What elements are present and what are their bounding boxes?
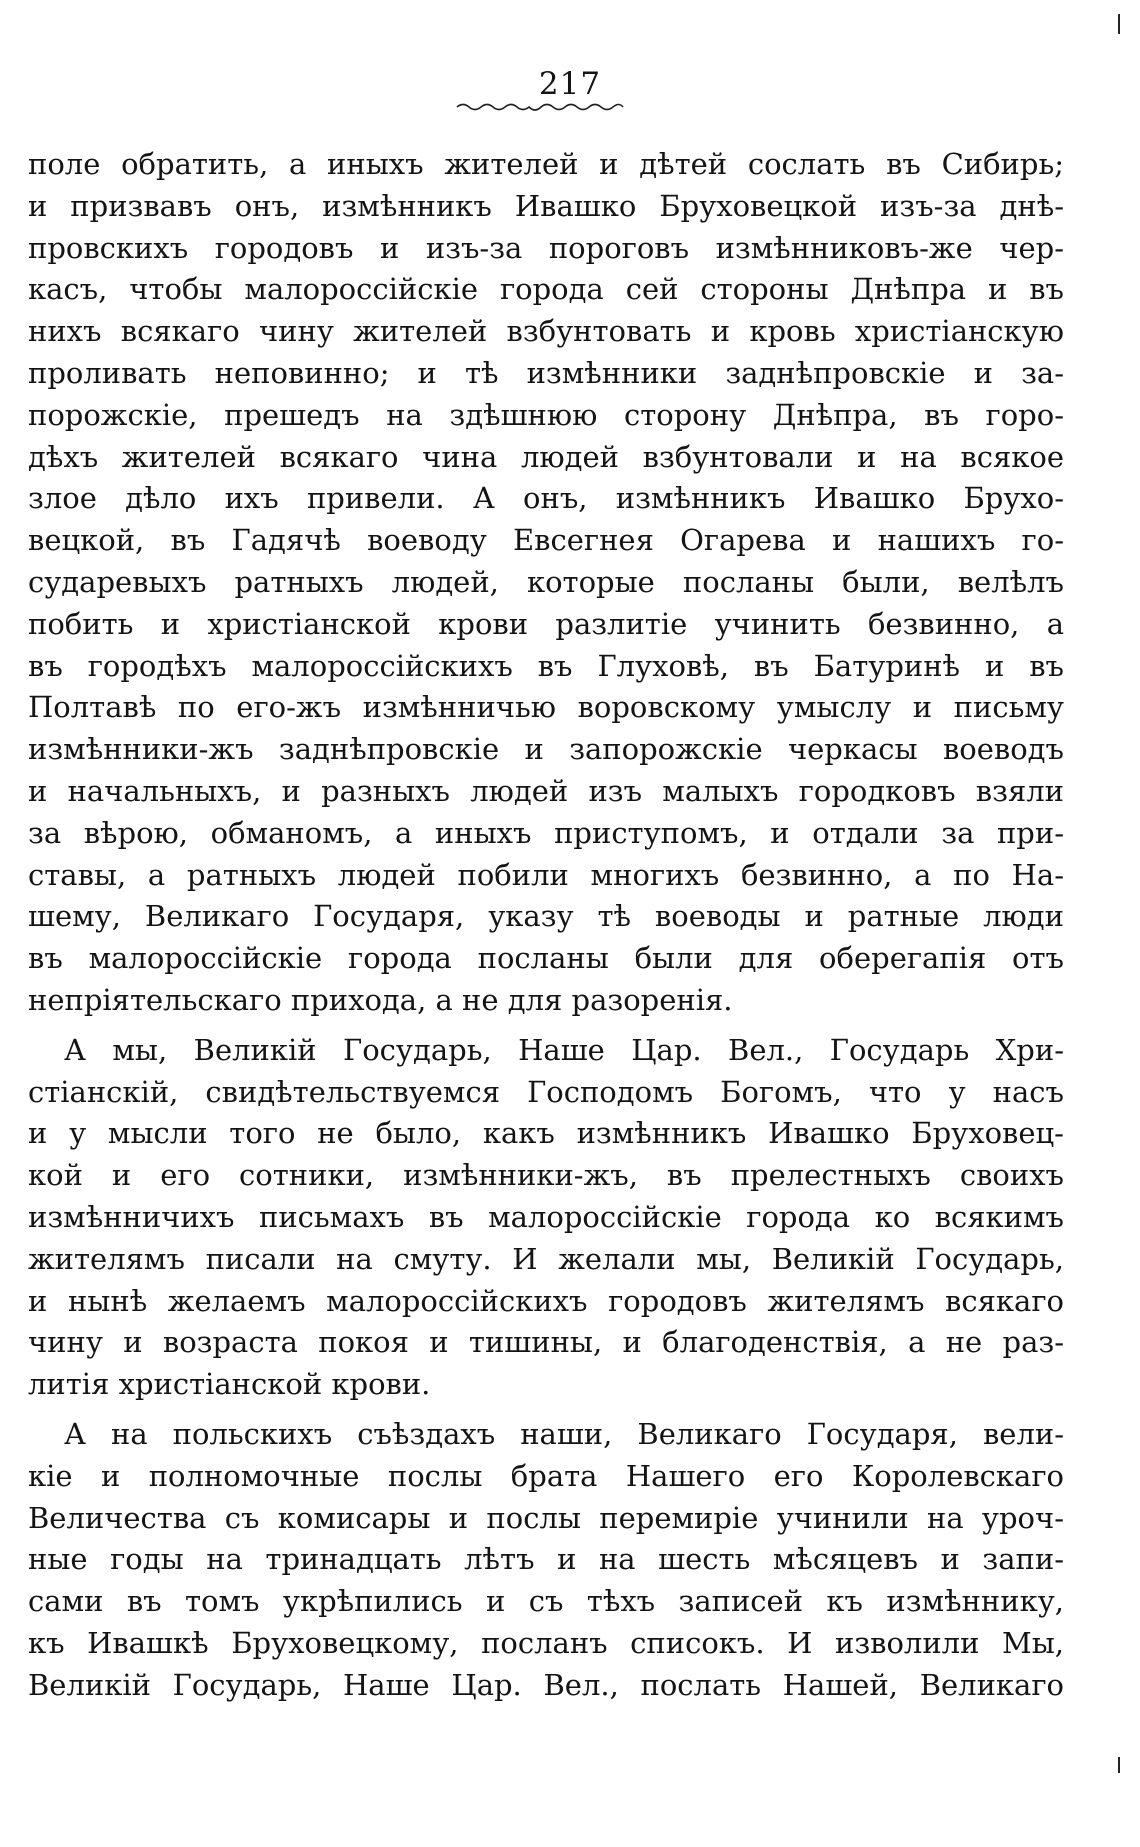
text-line: чину и возраста покоя и тишины, и благоденствія, а не раз- [28,1325,1064,1360]
text-line: порожскіе, прешедъ на здѣшнюю сторону Днѣпра, въ горо- [28,397,1064,432]
text-line: шему, Великаго Государя, указу тѣ воеводы и ратные люди [28,899,1064,934]
text-line: А мы, Великій Государь, Наше Цар. Вел., Государь Хри- [64,1032,1064,1067]
text-line: кіе и полномочные послы брата Нашего его Королевскаго [28,1458,1064,1493]
text-line: и начальныхъ, и разныхъ людей изъ малыхъ городковъ взяли [28,773,1064,808]
text-line: провскихъ городовъ и изъ-за пороговъ измѣнниковъ-же чер- [28,230,1064,265]
text-line: проливать неповинно; и тѣ измѣнники заднѣпровскіе и за- [28,355,1064,390]
paragraph-3 [28,1414,1064,1707]
text-line: за вѣрою, обманомъ, а иныхъ приступомъ, и отдали за при- [28,815,1064,850]
text-line: непріятельскаго прихода, а не для разоренія. [28,982,733,1017]
text-line: въ малороссійскіе города посланы были для оберегапія отъ [28,941,1064,976]
text-line: вецкой, въ Гадячѣ воеводу Евсегнея Огарева и нашихъ го- [28,523,1064,558]
scan-edge-mark [1118,14,1120,34]
text-line: и нынѣ желаемъ малороссійскихъ городовъ жителямъ всякаго [28,1283,1064,1318]
text-line: Великій Государь, Наше Цар. Вел., послать Нашей, Великаго [28,1667,1064,1702]
text-line: Величества съ комисары и послы перемиріе учинили на уроч- [28,1500,1064,1535]
text-line: ставы, а ратныхъ людей побили многихъ безвинно, а по На- [28,857,1064,892]
paragraph-2 [28,1030,1064,1406]
text-line: сударевыхъ ратныхъ людей, которые посланы были, велѣлъ [28,564,1064,599]
text-line: А на польскихъ съѣздахъ наши, Великаго Государя, вели- [64,1416,1064,1451]
text-line: и у мысли того не было, какъ измѣнникъ Ивашко Бруховец- [28,1116,1064,1151]
text-line: измѣнничихъ письмахъ въ малороссійскіе города ко всякимъ [28,1199,1064,1234]
text-line: и призвавъ онъ, измѣнникъ Ивашко Бруховецкой изъ-за днѣ- [28,188,1064,223]
text-line: жителямъ писали на смуту. И желали мы, Великій Государь, [28,1241,1064,1276]
text-line: въ городѣхъ малороссійскихъ въ Глуховѣ, въ Батуринѣ и въ [28,648,1064,683]
paragraph-1 [28,144,1064,1022]
text-line: измѣнники-жъ заднѣпровскіе и запорожскіе черкасы воеводъ [28,732,1064,767]
text-line: злое дѣло ихъ привели. А онъ, измѣнникъ Ивашко Брухо- [28,481,1064,516]
ornamental-rule [455,101,625,115]
text-line: стіанскій, свидѣтельствуемся Господомъ Богомъ, что у насъ [28,1074,1064,1109]
scan-edge-mark [1118,1757,1120,1773]
body-text [28,144,1064,1706]
text-line: побить и христіанской крови разлитіе учинить безвинно, а [28,606,1064,641]
text-line: поле обратить, а иныхъ жителей и дѣтей сослать въ Сибирь; [28,147,1064,181]
text-line: къ Ивашкѣ Бруховецкому, посланъ списокъ. И изволили Мы, [28,1625,1064,1660]
page-number: 217 [538,66,602,102]
text-line: дѣхъ жителей всякаго чина людей взбунтовали и на всякое [28,439,1064,474]
text-line: Полтавѣ по его-жъ измѣнничью воровскому умыслу и письму [28,690,1064,725]
text-line: сами въ томъ укрѣпились и съ тѣхъ записей къ измѣннику, [28,1584,1064,1619]
text-line: кой и его сотники, измѣнники-жъ, въ прелестныхъ своихъ [28,1158,1064,1193]
text-line: нихъ всякаго чину жителей взбунтовать и кровь христіанскую [28,314,1064,349]
text-line: литія христіанской крови. [28,1367,431,1402]
text-line: касъ, чтобы малороссійскіе города сей стороны Днѣпра и въ [28,272,1064,307]
text-line: ные годы на тринадцать лѣтъ и на шесть мѣсяцевъ и запи- [28,1542,1064,1577]
